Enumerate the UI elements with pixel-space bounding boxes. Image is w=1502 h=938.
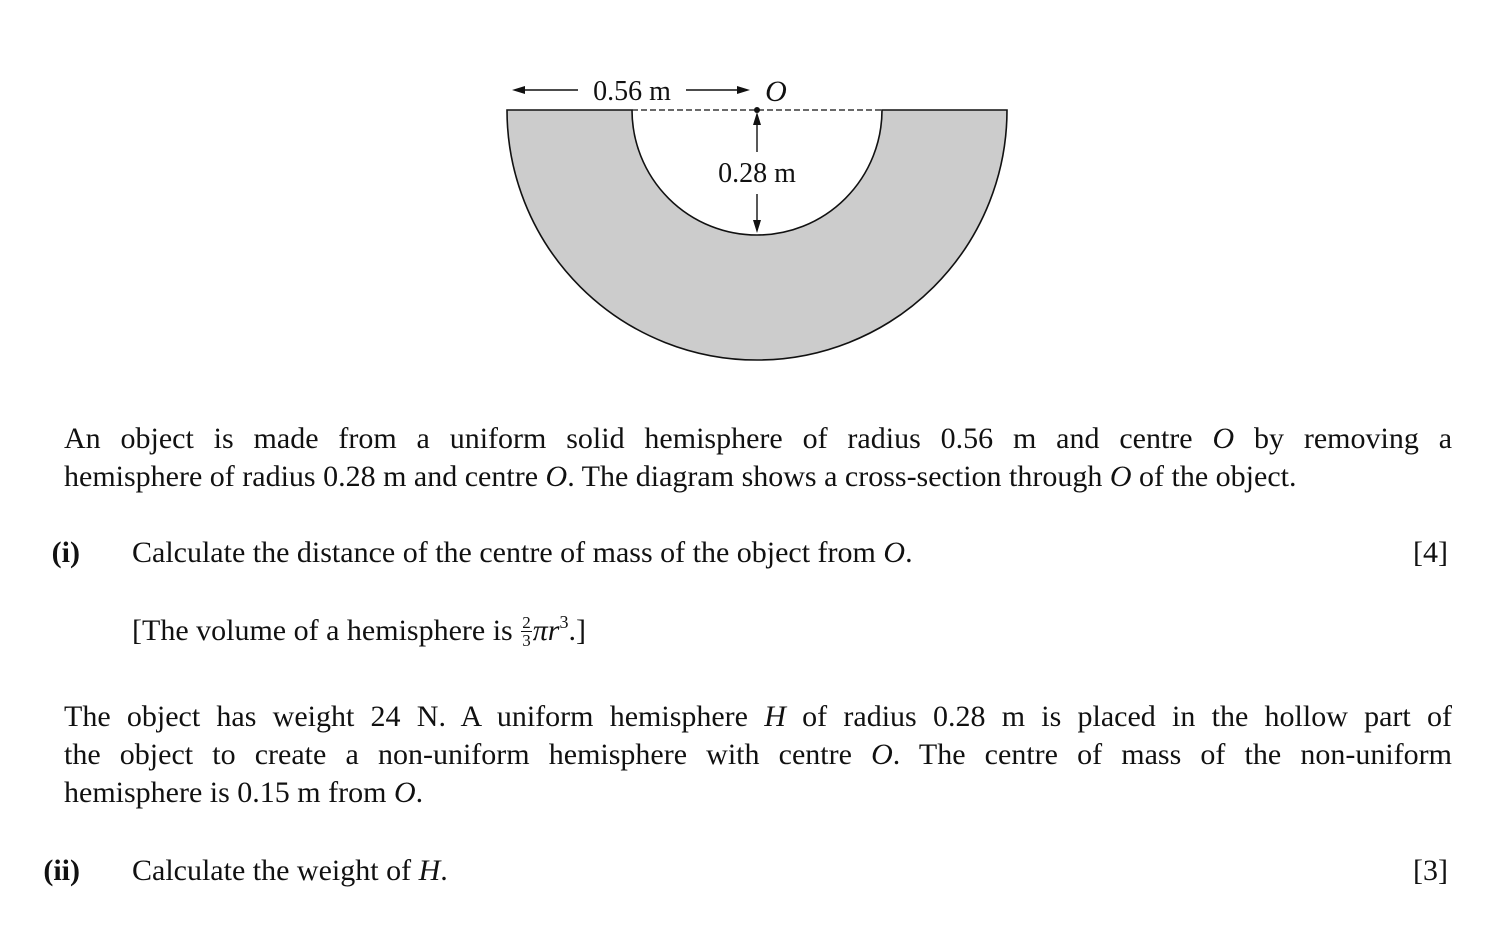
hint-pi: π xyxy=(532,614,548,647)
outer-radius-arrowhead-right xyxy=(737,86,750,94)
part-i-marks: [4] xyxy=(1413,536,1448,569)
part-i-label: (i) xyxy=(51,536,80,569)
hint-fraction-denominator: 3 xyxy=(522,630,531,650)
inner-radius-label: 0.28 m xyxy=(718,158,796,189)
intro-paragraph xyxy=(64,420,1452,496)
outer-radius-label: 0.56 m xyxy=(593,76,671,107)
inner-radius-arrowhead-top xyxy=(753,112,761,125)
hint-prefix: [The volume of a hemisphere is xyxy=(132,614,521,647)
hint-fraction xyxy=(521,614,532,649)
outer-radius-arrowhead-left xyxy=(512,86,525,94)
centre-label: O xyxy=(765,75,787,108)
weight-line-1: The object has weight 24 N. A uniform hemisphere H of radius 0.28 m is placed in the hollow part of xyxy=(64,700,1452,733)
inner-radius-arrowhead-bottom xyxy=(753,220,761,233)
weight-line-2: the object to create a non-uniform hemisphere with centre O. The centre of mass of the non-uniform xyxy=(64,738,1452,771)
hemisphere-volume-hint xyxy=(132,610,586,652)
intro-line-1: An object is made from a uniform solid hemisphere of radius 0.56 m and centre O by removing a xyxy=(64,422,1453,455)
hint-suffix: .] xyxy=(568,614,586,647)
hint-r: r xyxy=(547,614,560,647)
part-ii-label: (ii) xyxy=(43,854,80,887)
hint-fraction-numerator: 2 xyxy=(522,612,531,632)
part-i-question: Calculate the distance of the centre of mass of the object from O. xyxy=(132,536,913,569)
weight-paragraph xyxy=(64,698,1452,812)
part-ii-question: Calculate the weight of H. xyxy=(132,854,448,887)
hemisphere-cross-section-diagram xyxy=(0,0,1502,400)
intro-line-2: hemisphere of radius 0.28 m and centre O. The diagram shows a cross-section through O of the object. xyxy=(64,460,1297,493)
weight-line-3: hemisphere is 0.15 m from O. xyxy=(64,776,424,809)
part-ii-marks: [3] xyxy=(1413,854,1448,887)
hint-exponent: 3 xyxy=(559,612,569,632)
